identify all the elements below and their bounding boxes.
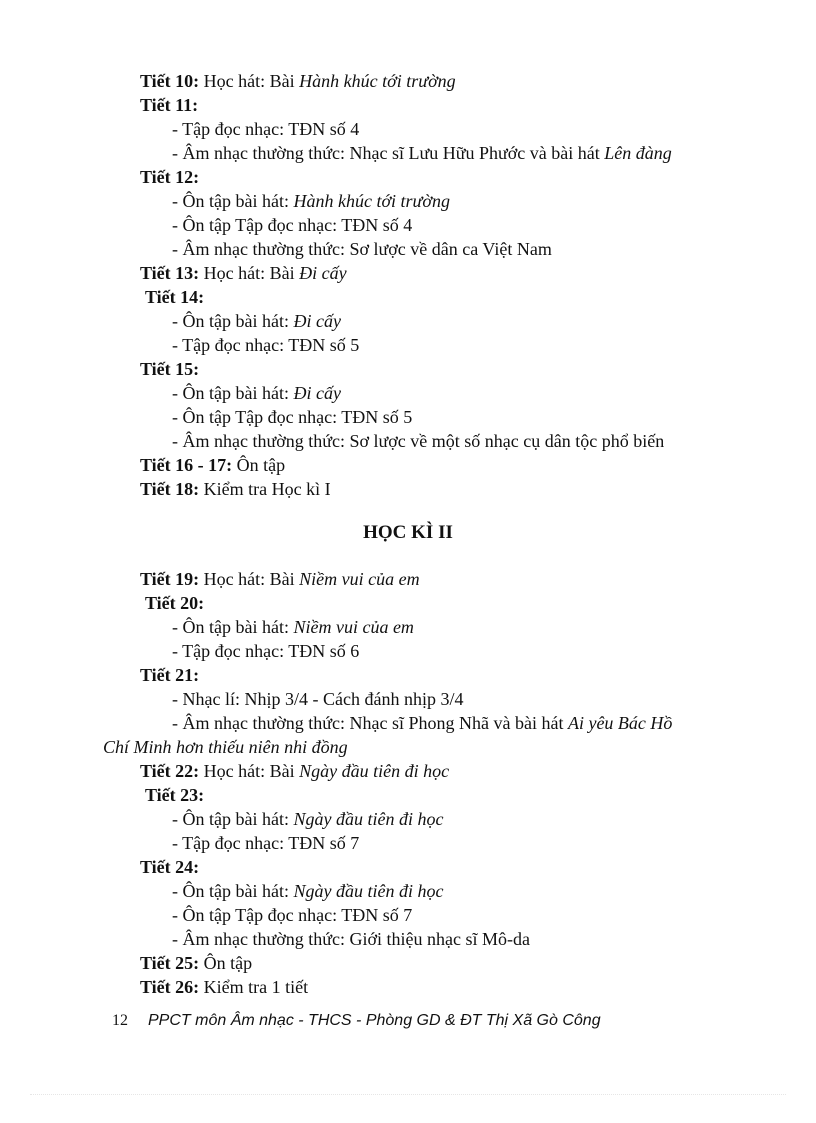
lesson-label: Tiết 18: bbox=[140, 479, 200, 499]
lesson-line bbox=[140, 856, 199, 878]
lesson-detail-line bbox=[172, 880, 443, 902]
lesson-line bbox=[140, 664, 199, 686]
line-text: - Tập đọc nhạc: TĐN số 4 bbox=[172, 119, 360, 139]
lesson-label: Tiết 12: bbox=[140, 167, 200, 187]
line-text: Ôn tập bbox=[232, 455, 286, 475]
lesson-label: Tiết 10: bbox=[140, 71, 200, 91]
line-text: - Ôn tập Tập đọc nhạc: TĐN số 7 bbox=[172, 905, 413, 925]
line-text: Học hát: Bài bbox=[199, 569, 300, 589]
lesson-line bbox=[140, 952, 252, 974]
song-title: Niềm vui của em bbox=[293, 617, 414, 637]
lesson-line bbox=[140, 478, 331, 500]
line-text: - Âm nhạc thường thức: Sơ lược về dân ca Việt Nam bbox=[172, 239, 552, 259]
lesson-detail-line bbox=[172, 688, 463, 710]
line-text: - Tập đọc nhạc: TĐN số 5 bbox=[172, 335, 360, 355]
lesson-detail-line bbox=[172, 142, 672, 164]
lesson-line bbox=[140, 568, 420, 590]
section-heading: HỌC KÌ II bbox=[363, 522, 453, 543]
lesson-label: Tiết 15: bbox=[140, 359, 200, 379]
page-footer bbox=[112, 1010, 601, 1032]
bottom-divider bbox=[30, 1094, 786, 1095]
lesson-detail-line bbox=[172, 712, 672, 734]
lesson-line bbox=[140, 262, 347, 284]
lesson-label: Tiết 11: bbox=[140, 95, 199, 115]
line-text: - Âm nhạc thường thức: Nhạc sĩ Lưu Hữu Phước và bài hát bbox=[172, 143, 605, 163]
line-text: - Tập đọc nhạc: TĐN số 6 bbox=[172, 641, 360, 661]
lesson-label: Tiết 24: bbox=[140, 857, 200, 877]
lesson-detail-line bbox=[172, 430, 664, 452]
line-text: - Ôn tập bài hát: bbox=[172, 311, 294, 331]
lesson-detail-line bbox=[172, 382, 341, 404]
lesson-label: Tiết 19: bbox=[140, 569, 200, 589]
lesson-detail-line bbox=[172, 334, 359, 356]
line-text: - Tập đọc nhạc: TĐN số 7 bbox=[172, 833, 360, 853]
song-title: Đi cấy bbox=[293, 311, 341, 331]
lesson-detail-line bbox=[103, 736, 348, 758]
lesson-detail-line bbox=[172, 238, 552, 260]
line-text: Học hát: Bài bbox=[199, 71, 300, 91]
song-title: Ngày đầu tiên đi học bbox=[299, 761, 450, 781]
line-text: Học hát: Bài bbox=[199, 263, 300, 283]
song-title: Niềm vui của em bbox=[299, 569, 420, 589]
line-text: Học hát: Bài bbox=[199, 761, 300, 781]
line-text: - Âm nhạc thường thức: Sơ lược về một số nhạc cụ dân tộc phổ biến bbox=[172, 431, 665, 451]
song-title: Đi cấy bbox=[299, 263, 347, 283]
lesson-line bbox=[140, 454, 285, 476]
song-title: Ai yêu Bác Hồ bbox=[567, 713, 673, 733]
lesson-detail-line bbox=[172, 310, 341, 332]
lesson-detail-line bbox=[172, 190, 450, 212]
line-text: Kiểm tra Học kì I bbox=[199, 479, 331, 499]
lesson-detail-line bbox=[172, 808, 443, 830]
song-title: Ngày đầu tiên đi học bbox=[293, 809, 444, 829]
page-number: 12 bbox=[112, 1012, 128, 1029]
lesson-detail-line bbox=[172, 640, 359, 662]
line-text: - Ôn tập bài hát: bbox=[172, 881, 294, 901]
song-title: Hành khúc tới trường bbox=[299, 71, 456, 91]
footer-text: PPCT môn Âm nhạc - THCS - Phòng GD & ĐT Thị Xã Gò Công bbox=[148, 1012, 601, 1029]
lesson-detail-line bbox=[172, 214, 412, 236]
lesson-label: Tiết 13: bbox=[140, 263, 200, 283]
line-text: - Âm nhạc thường thức: Nhạc sĩ Phong Nhã và bài hát bbox=[172, 713, 568, 733]
song-title: Chí Minh hơn thiếu niên nhi đồng bbox=[103, 737, 348, 757]
line-text: - Ôn tập bài hát: bbox=[172, 191, 294, 211]
line-text: - Ôn tập Tập đọc nhạc: TĐN số 5 bbox=[172, 407, 413, 427]
line-text: - Nhạc lí: Nhịp 3/4 - Cách đánh nhịp 3/4 bbox=[172, 689, 464, 709]
lesson-detail-line bbox=[172, 904, 412, 926]
song-title: Ngày đầu tiên đi học bbox=[293, 881, 444, 901]
lesson-line bbox=[145, 784, 204, 806]
lesson-line bbox=[140, 70, 456, 92]
lesson-label: Tiết 14: bbox=[145, 287, 205, 307]
lesson-line bbox=[140, 166, 199, 188]
lesson-detail-line bbox=[172, 832, 359, 854]
lesson-label: Tiết 23: bbox=[145, 785, 205, 805]
line-text: - Ôn tập bài hát: bbox=[172, 383, 294, 403]
song-title: Hành khúc tới trường bbox=[293, 191, 450, 211]
lesson-line bbox=[145, 286, 204, 308]
lesson-line bbox=[140, 358, 199, 380]
lesson-label: Tiết 22: bbox=[140, 761, 200, 781]
line-text: - Ôn tập bài hát: bbox=[172, 809, 294, 829]
line-text: Kiểm tra 1 tiết bbox=[199, 977, 309, 997]
line-text: - Ôn tập bài hát: bbox=[172, 617, 294, 637]
lesson-line bbox=[145, 592, 204, 614]
line-text: Ôn tập bbox=[199, 953, 253, 973]
lesson-label: Tiết 16 - 17: bbox=[140, 455, 233, 475]
lesson-label: Tiết 20: bbox=[145, 593, 205, 613]
lesson-detail-line bbox=[172, 118, 359, 140]
song-title: Đi cấy bbox=[293, 383, 341, 403]
lesson-label: Tiết 26: bbox=[140, 977, 200, 997]
lesson-detail-line bbox=[172, 928, 530, 950]
song-title: Lên đàng bbox=[604, 143, 672, 163]
lesson-detail-line bbox=[172, 616, 414, 638]
lesson-label: Tiết 25: bbox=[140, 953, 200, 973]
lesson-line bbox=[140, 760, 449, 782]
lesson-label: Tiết 21: bbox=[140, 665, 200, 685]
line-text: - Âm nhạc thường thức: Giới thiệu nhạc sĩ Mô-da bbox=[172, 929, 530, 949]
line-text: - Ôn tập Tập đọc nhạc: TĐN số 4 bbox=[172, 215, 413, 235]
lesson-line bbox=[140, 94, 198, 116]
lesson-detail-line bbox=[172, 406, 412, 428]
lesson-line bbox=[140, 976, 308, 998]
